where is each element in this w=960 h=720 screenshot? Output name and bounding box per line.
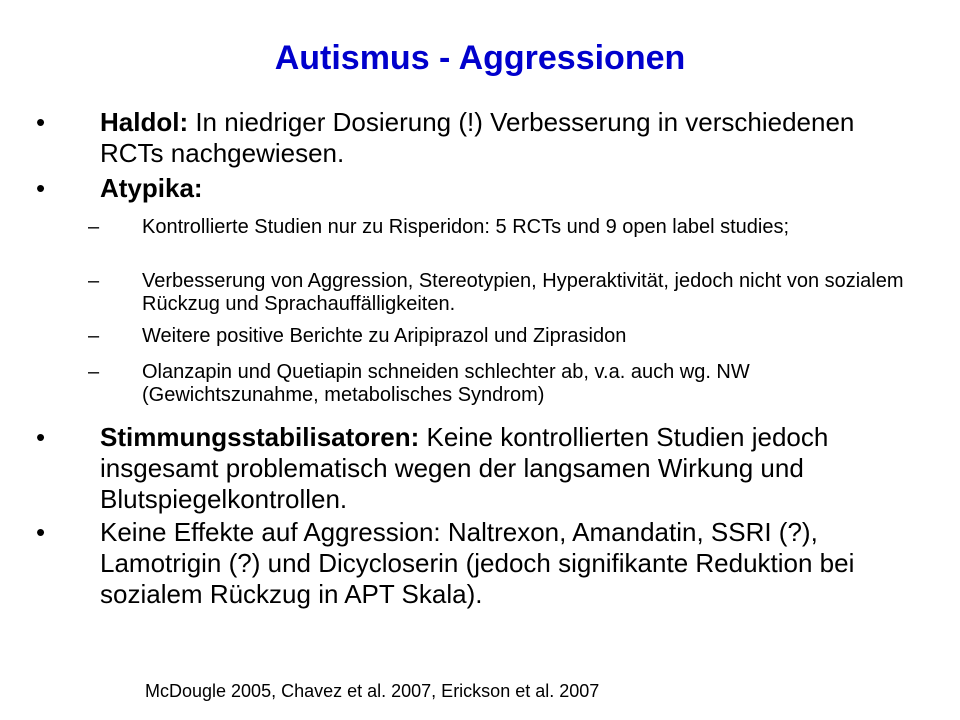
- bullet-body: In niedriger Dosierung (!) Verbesserung in verschiedenen RCTs nachgewiesen.: [100, 107, 855, 168]
- dash-marker: –: [88, 216, 100, 238]
- subitem-text: Olanzapin und Quetiapin schneiden schlechter ab, v.a. auch wg. NW (Gewichtszunahme, metabolisches Syndrom): [142, 361, 750, 406]
- bullet-text: [100, 517, 906, 610]
- bullet-label: Atypika:: [100, 173, 203, 203]
- dash-marker: –: [88, 325, 100, 347]
- bullet-body: Keine kontrollierten Studien jedoch insgesamt problematisch wegen der langsamen Wirkung und Blutspiegelkontrollen.: [100, 422, 829, 514]
- subitem-text: Weitere positive Berichte zu Aripiprazol und Ziprasidon: [142, 325, 627, 347]
- dash-marker: –: [88, 270, 100, 292]
- subitem-text: Kontrollierte Studien nur zu Risperidon: 5 RCTs und 9 open label studies;: [142, 216, 790, 238]
- dash-marker: –: [88, 361, 100, 383]
- bullet-text: [100, 107, 906, 169]
- bullet-marker: •: [36, 107, 46, 137]
- slide-title: Autismus - Aggressionen: [274, 39, 686, 77]
- bullet-text: [100, 422, 906, 515]
- bullet-label: Stimmungsstabilisatoren:: [100, 422, 420, 452]
- bullet-marker: •: [36, 517, 46, 547]
- subitem-text: Verbesserung von Aggression, Stereotypien, Hyperaktivität, jedoch nicht von sozialem Rückzug und Sprachauffälligkeiten.: [142, 270, 904, 315]
- bullet-marker: •: [36, 173, 46, 203]
- bullet-marker: •: [36, 422, 46, 452]
- citation: McDougle 2005, Chavez et al. 2007, Erickson et al. 2007: [145, 681, 600, 701]
- bullet-text: [100, 173, 906, 204]
- bullet-body: Keine Effekte auf Aggression: Naltrexon, Amandatin, SSRI (?), Lamotrigin (?) und Dicycloserin (jedoch signifikante Reduktion bei sozialem Rückzug in APT Skala).: [100, 517, 855, 609]
- bullet-label: Haldol:: [100, 107, 189, 137]
